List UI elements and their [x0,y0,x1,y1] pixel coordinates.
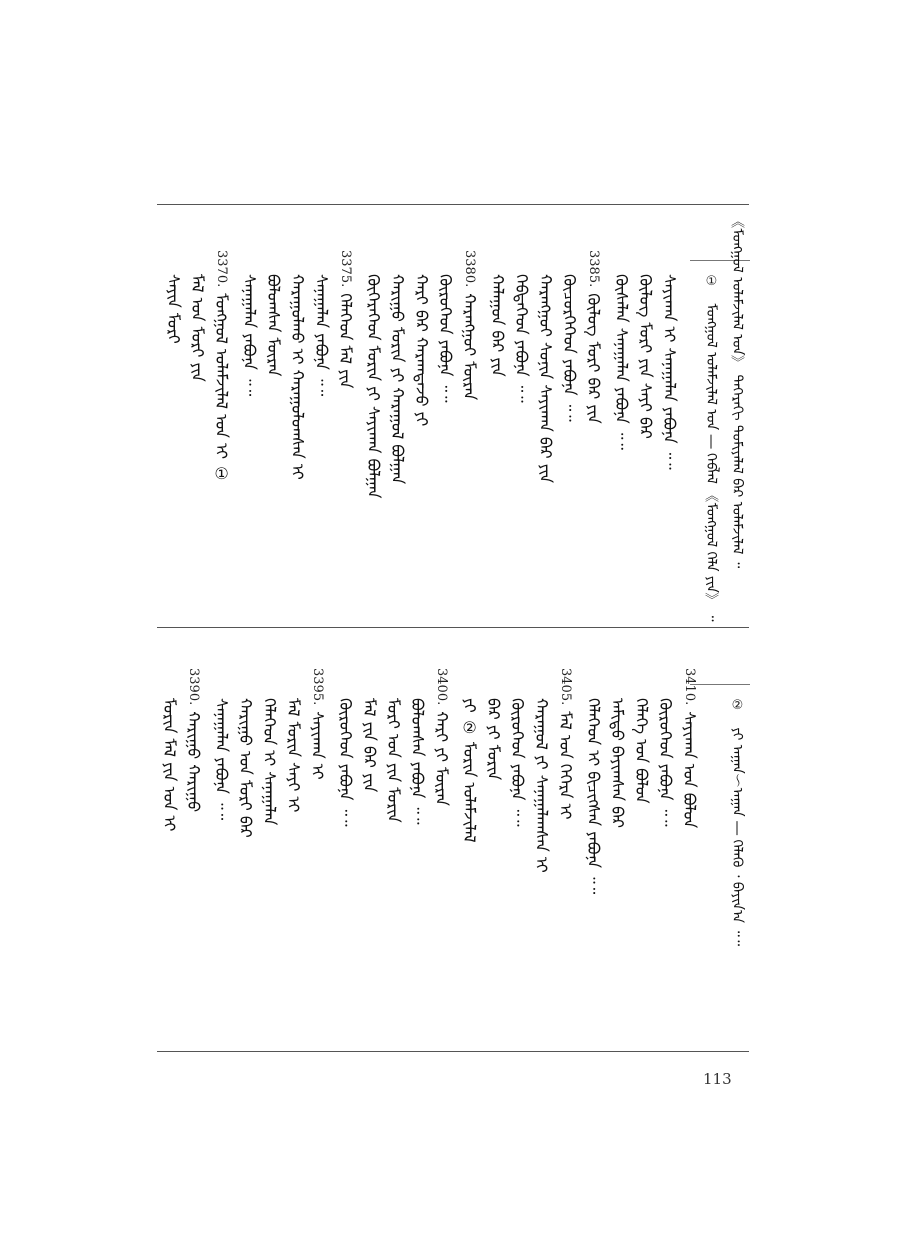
lower-footnote-rule [690,684,750,685]
line-text: ᠰᠠᠶᠢᠬᠠᠨ ᠤᠨ ᠪᠣᠯᠣᠨ [680,711,699,829]
verse-line [561,274,577,422]
verse-line [585,250,601,424]
line-text: ᠶᠢ ② ᠮᠣᠷᠢᠨ ᠤᠯᠠᠮᠵᠢᠯᠠᠯ [460,698,479,843]
line-text: ᠬᠦᠷᠦᠭᠡᠳ ᠶᠠᠪᠤᠨᠠ ᠃᠃ [656,698,675,827]
line-text: ᠬᠦᠴᠦᠷᠬᠡᠭᠡᠳ ᠶᠠᠪᠤᠨᠠ ᠃᠃ [560,274,579,422]
verse-line [185,668,201,812]
line-number: 3375. [338,250,353,288]
footnote-text: ᠶᠢ ᠠᠭᠠᠨ～ᠠᠭᠠᠨ ― ᠬᠡᠯᠡᠬᠦ ᠂ ᠪᠠᠶᠢᠨ᠎ᠠ ᠃᠃ [729,727,745,946]
line-text: ᠬᠠᠯᠠᠭᠤᠨ ᠪᠠᠷ ᠶᠢᠨ [488,274,507,377]
verse-line [189,274,205,382]
verse-line [637,274,653,439]
page-number: 113 [703,1070,732,1088]
verse-line [289,274,305,480]
verse-line [537,274,553,483]
middle-rule [157,627,749,628]
line-number: 3370. [214,250,229,288]
line-text: ᠪᠣᠯᠤᠭᠰᠠᠨ ᠶᠠᠪᠤᠨᠠ ᠃᠃ [408,698,427,825]
verse-line [285,698,301,812]
footnote-text: 《ᠮᠣᠩᠭᠣᠯ ᠤᠯᠠᠮᠵᠢᠯᠠᠯ ᠤᠨ》 ᠳᠡᠭᠡᠷᠡᠬᠢ ᠲᠣᠮᠢᠶᠠᠯᠠᠯ ᠪᠠᠷ ᠤᠯᠠᠮᠵᠢᠯᠠᠯ ᠃ [729,214,745,569]
verse-line [461,250,477,400]
verse-line [613,274,629,450]
verse-line [313,274,329,396]
line-text: ᠬᠦᠰᠡᠯᠡᠨ ᠰᠠᠨᠠᠭᠠᠯᠠᠨ ᠶᠠᠪᠤᠨᠠ ᠃᠃ [612,274,631,450]
verse-line [485,698,501,780]
verse-line [633,698,649,804]
verse-line [489,274,505,377]
verse-line [237,698,253,838]
footnote-column [730,698,744,1038]
verse-line [533,698,549,873]
line-text: ᠬᠠᠷᠠᠭᠤᠯᠬᠤ ᠢ ᠬᠠᠷᠠᠭᠤᠯᠤᠭᠰᠠᠨ ᠢ [288,274,307,480]
line-text: ᠬᠡᠯᠡᠭᠡ ᠤᠨ ᠪᠣᠯᠣᠨ [632,698,651,804]
verse-line [585,698,601,894]
verse-line [461,698,477,843]
footnote-marker: ① [704,274,719,289]
line-text: ᠬᠦᠷᠦᠭᠡᠳ ᠶᠠᠪᠤᠨᠠ ᠃᠃ [508,698,527,827]
line-text: ᠬᠥᠯᠥᠭ ᠮᠣᠷᠢ ᠶᠢᠨ ᠰᠠᠶᠢ ᠪᠠᠷ [636,274,655,439]
line-text: ᠬᠠᠷᠢᠭᠤ ᠬᠠᠷᠢᠭᠤ [184,711,203,813]
verse-line [261,698,277,825]
line-text: ᠬᠡᠯᠡᠭᠡᠳ ᠢ ᠪᠢᠴᠢᠭᠰᠡᠨ ᠶᠠᠪᠤᠨᠠ ᠃᠃ [584,698,603,895]
line-text: ᠮᠠᠯ ᠤᠨ ᠬᠡᠭᠡᠷᠡ ᠢ [556,711,575,820]
line-text: ᠰᠠᠨᠠᠭᠠᠯᠠᠨ ᠶᠠᠪᠤᠨᠠ ᠃᠃ [212,698,231,821]
verse-line [661,274,677,470]
line-number: 3395. [310,668,325,706]
line-text: ᠬᠦᠷᠦᠭᠡᠳ ᠶᠠᠪᠤᠨᠠ ᠃᠃ [336,698,355,827]
line-text: ᠬᠡᠪᠲᠡᠭᠡᠳ ᠶᠠᠪᠤᠨᠠ ᠃᠃ [512,274,531,403]
verse-line [657,698,673,827]
line-number: 3400. [434,668,449,706]
line-text: ᠰᠠᠶᠢᠬᠠᠨ ᠢ ᠰᠠᠨᠠᠭᠠᠯᠠᠨ ᠶᠠᠪᠤᠨᠠ ᠃᠃ [660,274,679,470]
verse-line [337,250,353,388]
verse-line [557,668,573,819]
line-text: ᠰᠠᠶᠢᠨ ᠮᠣᠷᠢ [164,274,183,344]
verse-line [265,274,281,376]
verse-line [385,698,401,823]
verse-line [513,274,529,403]
line-number: 3385. [586,250,601,288]
line-number: 3410. [682,668,697,706]
verse-line [161,698,177,831]
line-text: ᠰᠠᠶᠢᠬᠠᠨ ᠢ [308,711,327,780]
verse-line [365,274,381,498]
line-text: ᠬᠠᠷᠢ ᠶᠢ ᠮᠥᠷᠡᠨ [432,711,451,806]
line-text: ᠮᠠᠯ ᠤᠨ ᠮᠣᠷᠢ ᠶᠢᠨ [188,274,207,382]
verse-line [165,274,181,344]
line-text: ᠬᠡᠯᠡᠭᠡᠳ ᠢ ᠰᠠᠨᠠᠭᠠᠯᠠᠨ [260,698,279,826]
footnote-text: ᠮᠣᠩᠭᠣᠯ ᠤᠯᠠᠮᠵᠢᠯᠠᠯ ᠤᠨ ― ᠬᠡᠪᠯᠡᠯ 《ᠮᠣᠩᠭᠣᠯ ᠬᠡᠯᠡ ᠶᠢᠨ》 ᠃ [703,303,719,622]
verse-line [609,698,625,828]
line-text: ᠮᠠᠯ ᠶᠢᠨ ᠪᠠᠷ ᠶᠢᠨ [360,698,379,793]
bottom-rule [157,1051,749,1052]
line-number: 3405. [558,668,573,706]
verse-line [213,250,229,483]
line-text: ᠰᠠᠨᠠᠭᠠᠯᠠᠨ ᠶᠠᠪᠤᠨᠠ ᠃᠃ [240,274,259,397]
line-text: ᠬᠠᠷᠢ ᠪᠠᠷ ᠬᠠᠷᠠᠭᠳᠠᠵᠤ ᠶᠢ [412,274,431,427]
verse-line [409,698,425,824]
line-text: ᠬᠥᠬᠡᠷᠡᠭᠡᠳ ᠮᠣᠷᠢᠨ ᠶᠢ ᠰᠠᠶᠢᠬᠠᠨ ᠪᠣᠯᠭᠠᠨ [364,274,383,499]
line-text: ᠬᠥᠯᠥᠭ ᠮᠣᠷᠢ ᠪᠠᠷ ᠶᠢᠨ [584,293,603,424]
line-text: ᠬᠠᠷᠠᠩᠭᠤᠢ ᠰᠣᠨᠢᠨ ᠰᠠᠶᠢᠬᠠᠨ ᠪᠠᠷ ᠶᠢᠨ [536,274,555,484]
verse-line [337,698,353,827]
line-text: ᠠᠮᠢᠳᠤ ᠪᠠᠶᠢᠭᠰᠠᠨ ᠪᠡᠷ [608,698,627,828]
line-text: ᠬᠠᠷᠠᠩᠭᠤᠢ ᠮᠥᠷᠡᠨ [460,293,479,401]
line-number: 3380. [462,250,477,288]
verse-line [361,698,377,792]
verse-line [389,274,405,484]
line-text: ᠬᠦᠷᠦᠭᠡᠳ ᠶᠠᠪᠤᠨᠠ ᠃᠃ [436,274,455,403]
verse-line [309,668,325,780]
footnote-marker: ② [730,698,745,713]
footnote-column [703,274,719,622]
line-text: ᠰᠠᠨᠠᠭᠠᠯᠠᠨ ᠶᠠᠪᠤᠨᠠ ᠃᠃ [312,274,331,397]
verse-line [413,274,429,426]
verse-line [509,698,525,827]
verse-line [437,274,453,403]
line-text: ᠬᠠᠷᠠᠭᠤᠯ ᠶᠢ ᠰᠠᠨᠠᠭᠠᠯᠠᠭᠰᠠᠨ ᠢ [532,698,551,873]
verse-line [241,274,257,396]
line-text: ᠪᠣᠯᠤᠭᠰᠠᠨ ᠮᠥᠷᠡᠨ [264,274,283,377]
verse-line [681,668,697,828]
line-text: ᠬᠠᠷᠢᠭᠤ ᠤᠨ ᠮᠣᠷᠢ ᠪᠠᠷ [236,698,255,838]
line-text: ᠬᠠᠷᠢᠭᠤ ᠮᠣᠷᠢᠨ ᠶᠢ ᠬᠠᠷᠠᠭᠤᠯ ᠪᠣᠯᠭᠠᠨ [388,274,407,485]
verse-line [433,668,449,806]
line-text: ᠮᠣᠷᠢᠨ ᠮᠠᠯ ᠶᠢᠨ ᠤᠨ ᠢ [160,698,179,832]
footnote-column [730,214,744,614]
verse-line [213,698,229,820]
line-text: ᠬᠡᠯᠡᠭᠡᠳ ᠮᠠᠯ ᠶᠢᠨ [336,293,355,389]
line-text: ᠮᠠᠯ ᠮᠣᠷᠢᠨ ᠰᠠᠶᠢ ᠢ [284,698,303,813]
line-text: ᠮᠣᠩᠭᠣᠯ ᠤᠯᠠᠮᠵᠢᠯᠠᠯ ᠤᠨ ᠢ ① [212,293,231,484]
line-text: ᠪᠠᠷ ᠶᠢ ᠮᠣᠷᠢᠨ [484,698,503,781]
line-text: ᠮᠣᠷᠢ ᠤᠨ ᠶᠢᠨ ᠮᠣᠷᠢᠨ [384,698,403,823]
line-number: 3390. [186,668,201,706]
top-rule [157,204,749,205]
